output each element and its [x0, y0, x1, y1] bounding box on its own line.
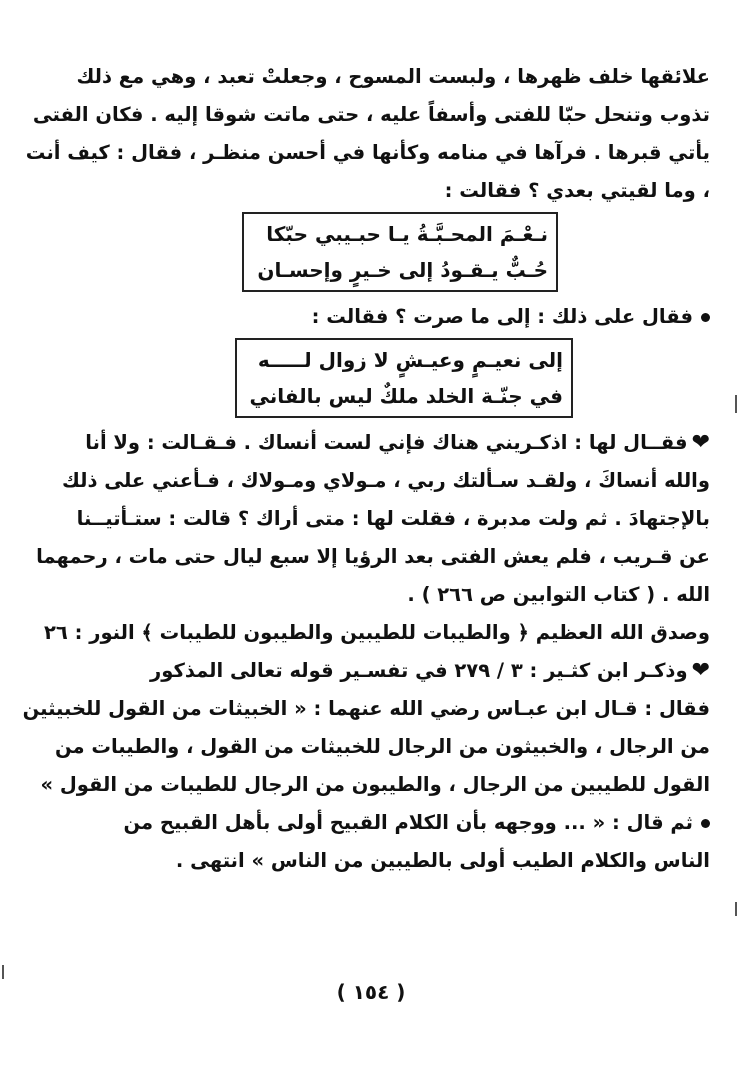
- text-line: الناس والكلام الطيب أولى بالطيبين من الناس » انتهى .: [175, 849, 710, 872]
- bullet-icon: [701, 313, 710, 322]
- mid-line-text: فقال على ذلك : إلى ما صرت ؟ فقالت :: [311, 305, 693, 328]
- poem-verse: حُـبٌّ يـقـودُ إلى خـيرٍ وإحسـان: [257, 258, 548, 282]
- text-line: بالإجتهادَ . ثم ولت مدبرة ، فقلت لها : متى أراك ؟ قالت : ستـأتيــنا: [76, 507, 710, 530]
- text-line: القول للطيبين من الرجال ، والطيبون من الرجال للطيبات من القول »: [40, 773, 710, 796]
- line-text: ثم قال : « ... ووجهه بأن الكلام القبيح أولى بأهل القبيح من: [123, 811, 693, 834]
- text-line: [70, 298, 710, 336]
- text-line: ، وما لقيتي بعدي ؟ فقالت :: [444, 179, 710, 202]
- edge-mark: [735, 902, 737, 916]
- quran-line: وصدق الله العظيم ﴿ والطيبات للطيبين والطيبون للطيبات ﴾ النور : ٢٦: [44, 621, 710, 644]
- text-line: من الرجال ، والخبيثون من الرجال للخبيثات من القول ، والطيبات من: [54, 735, 710, 758]
- text-line: الله . ( كتاب التوابين ص ٢٦٦ ) .: [407, 583, 710, 606]
- edge-mark: [2, 965, 4, 979]
- page-number: ( ١٥٤ ): [336, 980, 406, 1004]
- text-line: تذوب وتنحل حبّا للفتى وأسفاً عليه ، حتى ماتت شوقا إليه . فكان الفتى: [32, 103, 710, 126]
- poem-box-1: [242, 212, 558, 292]
- edge-mark: [735, 395, 737, 413]
- text-line: عن قـريب ، فلم يعش الفتى بعد الرؤيا إلا سبع ليال حتى مات ، رحمهما: [36, 545, 710, 568]
- text-line: فقال : قـال ابن عبـاس رضي الله عنهما : « الخبيثات من القول للخبيثين: [22, 697, 710, 720]
- text-line: يأتي قبرها . فرآها في منامه وكأنها في أحسن منظـر ، فقال : كيف أنت: [25, 141, 710, 164]
- text-line: [70, 424, 710, 462]
- line-text: وذكـر ابن كثـير : ٣ / ٢٧٩ في تفسـير قوله تعالى المذكور: [150, 659, 688, 682]
- line-text: فقــال لها : اذكـريني هناك فإني لست أنساك . فـقـالت : ولا أنا: [85, 431, 688, 454]
- text-line: [70, 652, 710, 690]
- poem-verse: إلى نعيـمٍ وعيـشٍ لا زوال لـــــه: [257, 348, 563, 372]
- text-line: والله أنساكَ ، ولقـد سـألتك ربي ، مـولاي ومـولاك ، فـأعني على ذلك: [61, 469, 710, 492]
- page-body: [22, 58, 710, 880]
- bullet-icon: [701, 819, 710, 828]
- text-line: [70, 804, 710, 842]
- text-line: علائقها خلف ظهرها ، ولبست المسوح ، وجعلتْ تعبد ، وهي مع ذلك: [76, 65, 710, 88]
- heart-icon: ❤: [691, 430, 710, 455]
- poem-box-2: [235, 338, 573, 418]
- poem-verse: نـعْـمَ المحـبَّـةُ يـا حبـيبي حبّكا: [266, 222, 548, 246]
- poem-verse: في جنّـة الخلد ملكٌ ليس بالفاني: [249, 384, 563, 408]
- heart-icon: ❤: [691, 658, 710, 683]
